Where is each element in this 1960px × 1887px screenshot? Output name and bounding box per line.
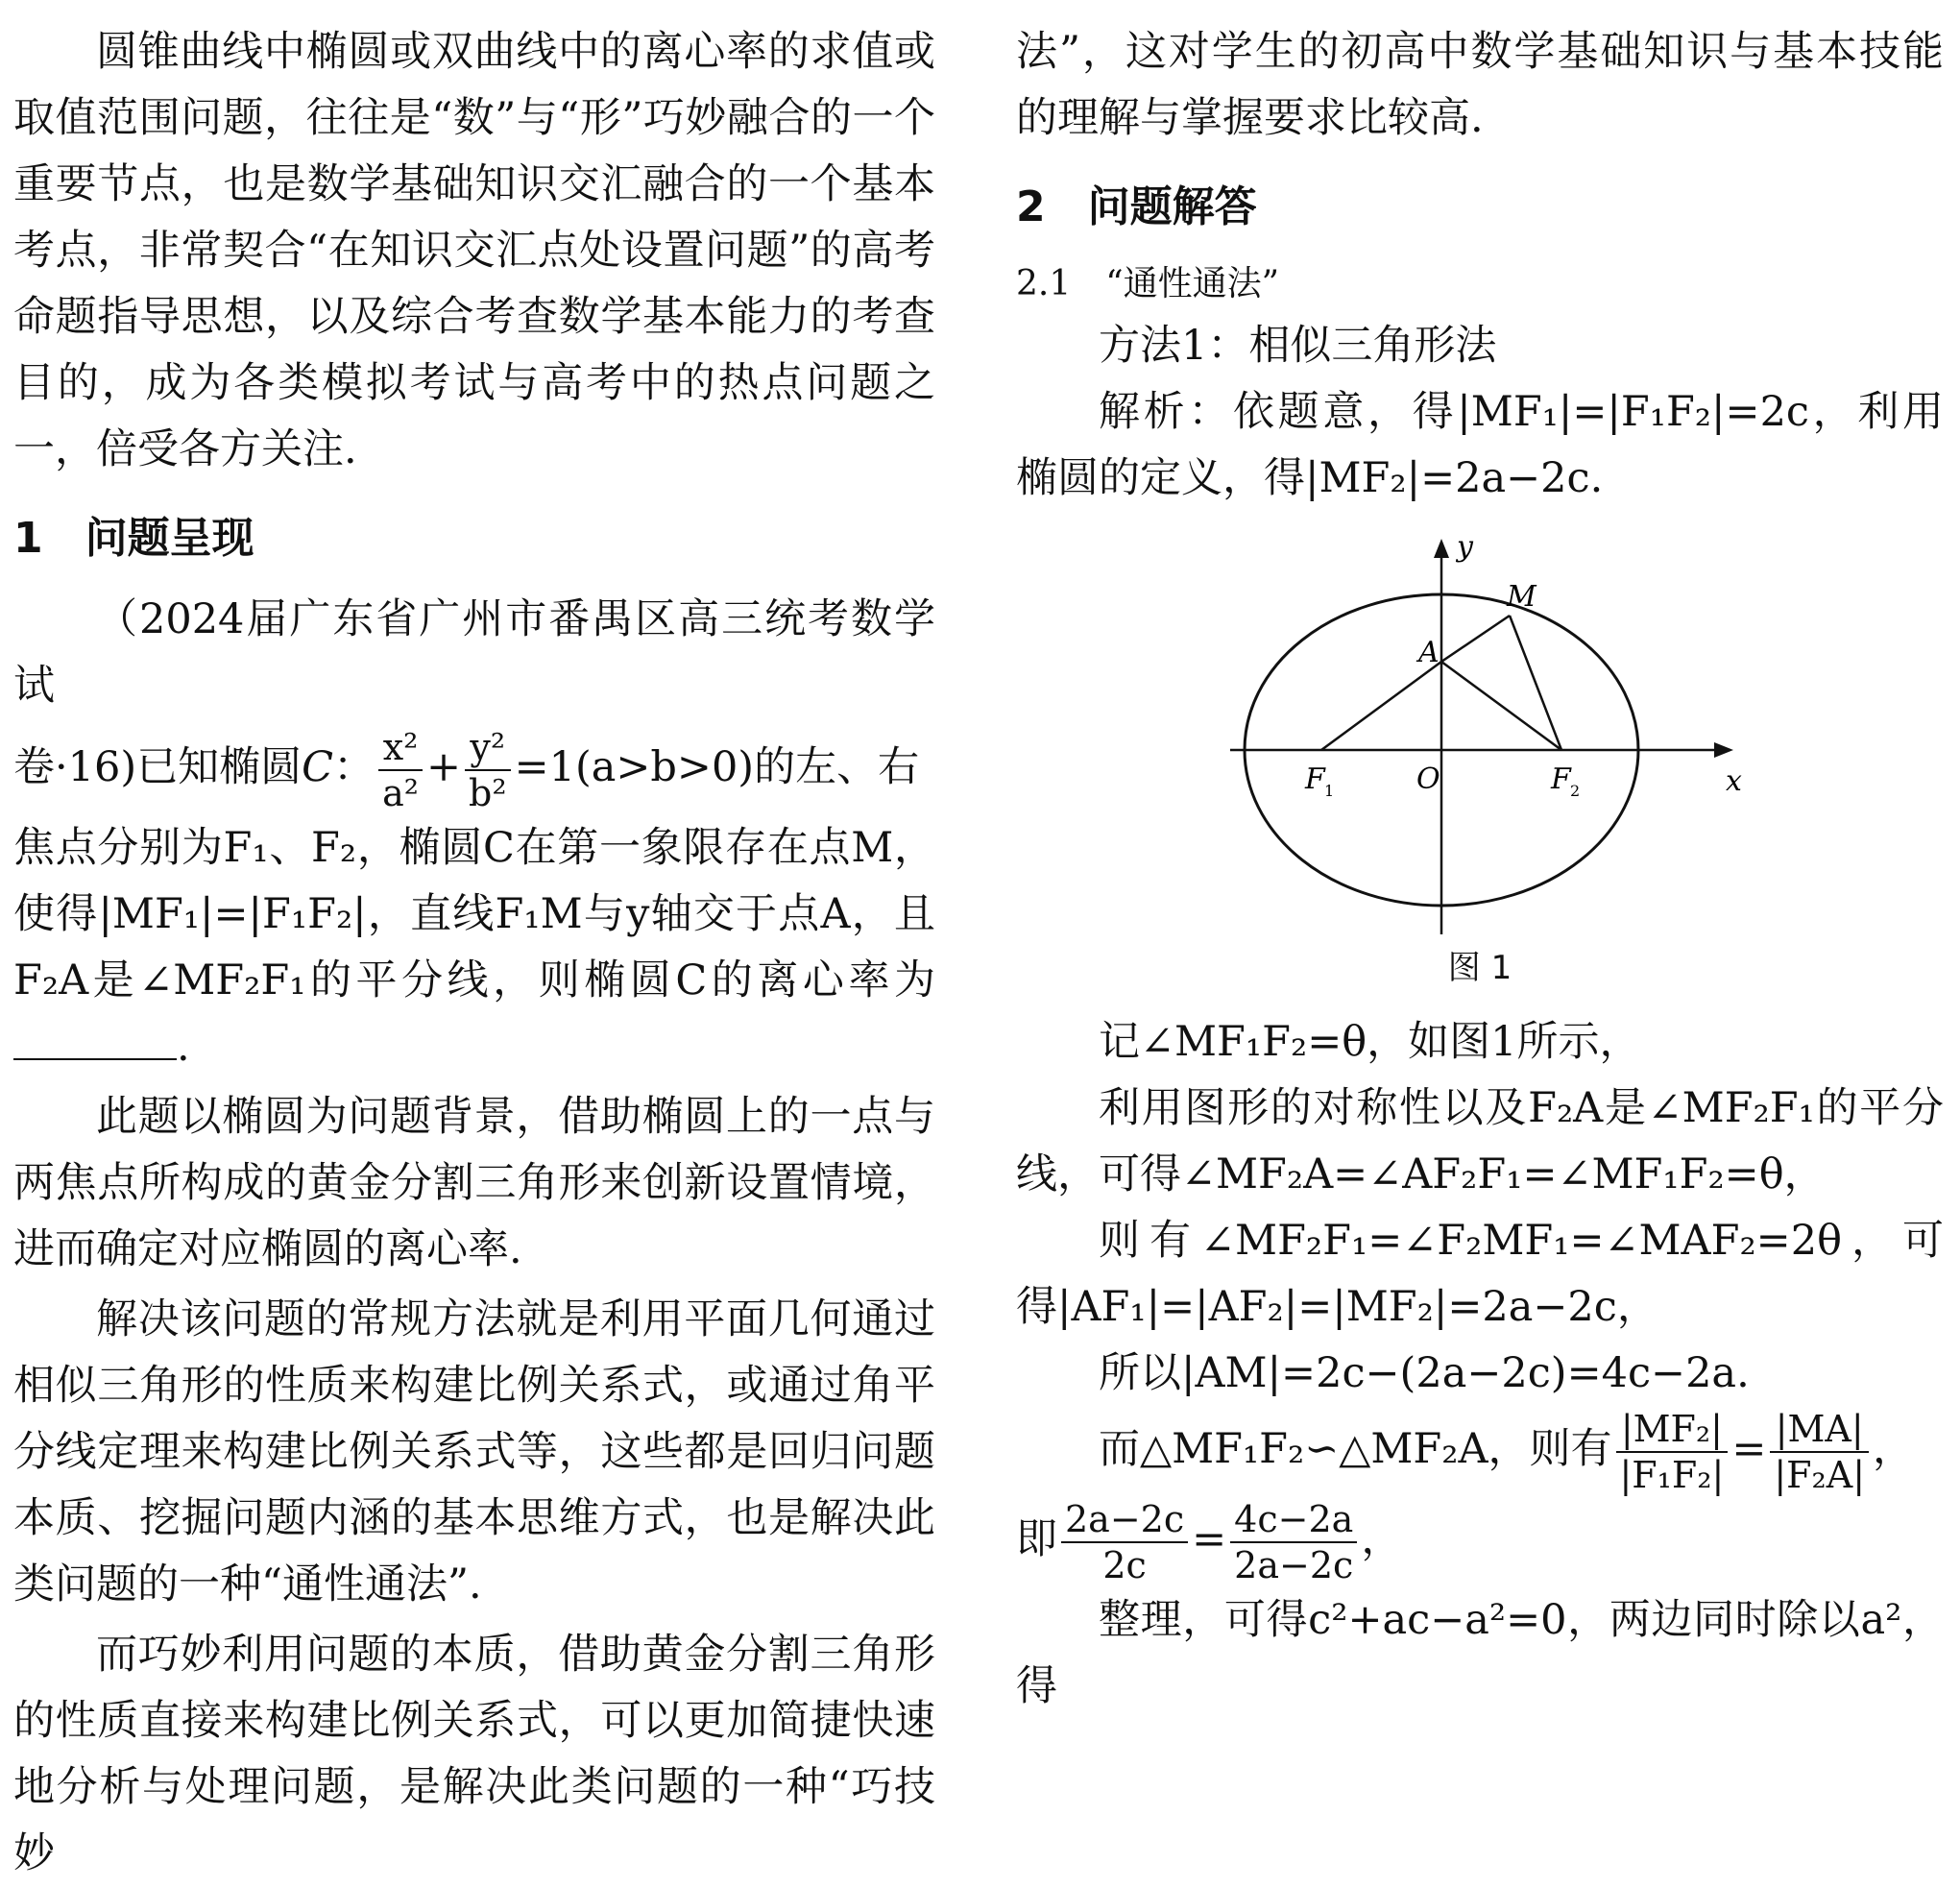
ie-1-num: 2a−2c — [1061, 1497, 1188, 1543]
section-2-title: 2 问题解答 — [1016, 182, 1257, 231]
problem-line-1: （2024届广东省广州市番禺区高三统考数学试 — [13, 595, 935, 710]
left-column — [13, 19, 935, 1887]
method-1-heading: 方法1：相似三角形法 — [1099, 322, 1497, 370]
label-a: A — [1418, 636, 1440, 669]
ie-end: ， — [1361, 1515, 1403, 1563]
intro-paragraph: 圆锥曲线中椭圆或双曲线中的离心率的求值或取值范围问题，往往是“数”与“形”巧妙融合的一个重要节点，也是数学基础知识交汇融合的一个基本考点，非常契合“在知识交汇点处设置问题”的高考命题指导思想，以及综合考查数学基本能力的考查目的，成为各类模拟考试与高考中的热点问题之一，倍受各方关注. — [13, 28, 935, 473]
ie-eq: = — [1192, 1515, 1227, 1563]
problem-line-2: 卷·16)已知椭圆C： $\frac{\text{x²}}{\text{a²}}$ + $\frac{\text{y²}}{\text{b²}}$ =1(a>b>0)的左、右 — [13, 726, 920, 814]
continued-paragraph: 法”，这对学生的初高中数学基础知识与基本技能的理解与掌握要求比较高. — [1016, 28, 1944, 142]
subsection-2-1: 2.1 “通性通法” — [1016, 264, 1280, 303]
similar-pre: 而△MF₁F₂∽△MF₂A，则有 — [1099, 1425, 1612, 1473]
fraction-num-y2: y² — [465, 725, 511, 771]
x-axis-arrow — [1714, 742, 1733, 758]
label-f1-subscript: 1 — [1324, 782, 1335, 800]
theta-note: 记∠MF₁F₂=θ，如图1所示， — [1099, 1018, 1641, 1066]
problem-line-2-pre: 卷·16)已知椭圆 — [13, 743, 302, 791]
ie-fraction-2 — [1230, 1497, 1357, 1587]
ie-2-den: 2a−2c — [1234, 1544, 1354, 1586]
right-column — [1016, 19, 1944, 1720]
section-1-title: 1 问题呈现 — [13, 514, 254, 563]
problem-body: 焦点分别为F₁、F₂，椭圆C在第一象限存在点M，使得|MF₁|=|F₁F₂|，直线F₁M与y轴交于点A，且F₂A是∠MF₂F₁的平分线，则椭圆C的离心率为. — [13, 824, 935, 1071]
ratio-2 — [1770, 1407, 1869, 1497]
label-y: y — [1457, 530, 1473, 564]
ellipse-figure — [1221, 530, 1742, 944]
method-paragraph: 解决该问题的常规方法就是利用平面几何通过相似三角形的性质来构建比例关系式，或通过角平分线定理来构建比例关系式等，这些都是回归问题本质、挖掘问题内涵的基本思维方式，也是解决此类问题的一种“通性通法”. — [13, 1295, 935, 1609]
ratio-end: ， — [1873, 1425, 1914, 1473]
fraction-x-over-a — [378, 725, 423, 815]
ratio-2-den: |F₂A| — [1774, 1454, 1865, 1496]
final-line: 整理，可得c²+ac−a²=0，两边同时除以a²，得 — [1016, 1596, 1944, 1710]
label-f2-subscript: 2 — [1570, 782, 1581, 800]
angles-paragraph: 则有∠MF₂F₁=∠F₂MF₁=∠MAF₂=2θ，可得|AF₁|=|AF₂|=|MF₂|=2a−2c， — [1016, 1217, 1944, 1331]
answer-blank — [13, 1022, 177, 1060]
label-x: x — [1726, 764, 1742, 798]
ratio-2-num: |MA| — [1770, 1407, 1869, 1453]
fraction-y-over-b — [465, 725, 511, 815]
figure-caption: 图 1 — [1447, 949, 1512, 987]
problem-line-2-post: =1(a>b>0)的左、右 — [514, 743, 920, 791]
ratio-eq: = — [1731, 1425, 1767, 1473]
label-f2: F — [1551, 762, 1571, 796]
fraction-den-b2: b² — [469, 772, 507, 814]
fraction-den-a2: a² — [382, 772, 419, 814]
fraction-num-x2: x² — [378, 725, 423, 771]
ratio-1-num: |MF₂| — [1616, 1407, 1729, 1453]
symmetry-paragraph: 利用图形的对称性以及F₂A是∠MF₂F₁的平分线，可得∠MF₂A=∠AF₂F₁=∠MF₁F₂=θ， — [1016, 1084, 1944, 1198]
clever-paragraph: 而巧妙利用问题的本质，借助黄金分割三角形的性质直接来构建比例关系式，可以更加简捷快速地分析与处理问题，是解决此类问题的一种“巧技妙 — [13, 1631, 935, 1877]
line-f1-a — [1321, 662, 1441, 750]
ie-fraction-1 — [1061, 1497, 1188, 1587]
line-a-m — [1441, 616, 1510, 662]
similar-triangles-line — [1016, 1407, 1944, 1497]
label-m: M — [1507, 580, 1537, 614]
y-axis-arrow — [1434, 539, 1449, 558]
ratio-1-den: |F₁F₂| — [1619, 1454, 1725, 1496]
ie-pre: 即 — [1016, 1515, 1057, 1563]
ellipse-name: C — [302, 743, 334, 791]
am-length: 所以|AM|=2c−(2a−2c)=4c−2a. — [1099, 1349, 1750, 1397]
label-f1: F — [1305, 762, 1325, 796]
ie-1-den: 2c — [1102, 1544, 1147, 1586]
label-o: O — [1416, 762, 1440, 796]
ie-equation-line — [1016, 1497, 1944, 1587]
ie-2-num: 4c−2a — [1230, 1497, 1357, 1543]
background-paragraph: 此题以椭圆为问题背景，借助椭圆上的一点与两焦点所构成的黄金分割三角形来创新设置情境，进而确定对应椭圆的离心率. — [13, 1093, 935, 1273]
problem-body-text: 焦点分别为F₁、F₂，椭圆C在第一象限存在点M，使得|MF₁|=|F₁F₂|，直线F₁M与y轴交于点A，且F₂A是∠MF₂F₁的平分线，则椭圆C的离心率为 — [13, 824, 935, 1004]
ratio-1 — [1616, 1407, 1729, 1497]
analysis-paragraph: 解析：依题意，得|MF₁|=|F₁F₂|=2c，利用椭圆的定义，得|MF₂|=2a−2c. — [1016, 388, 1944, 502]
